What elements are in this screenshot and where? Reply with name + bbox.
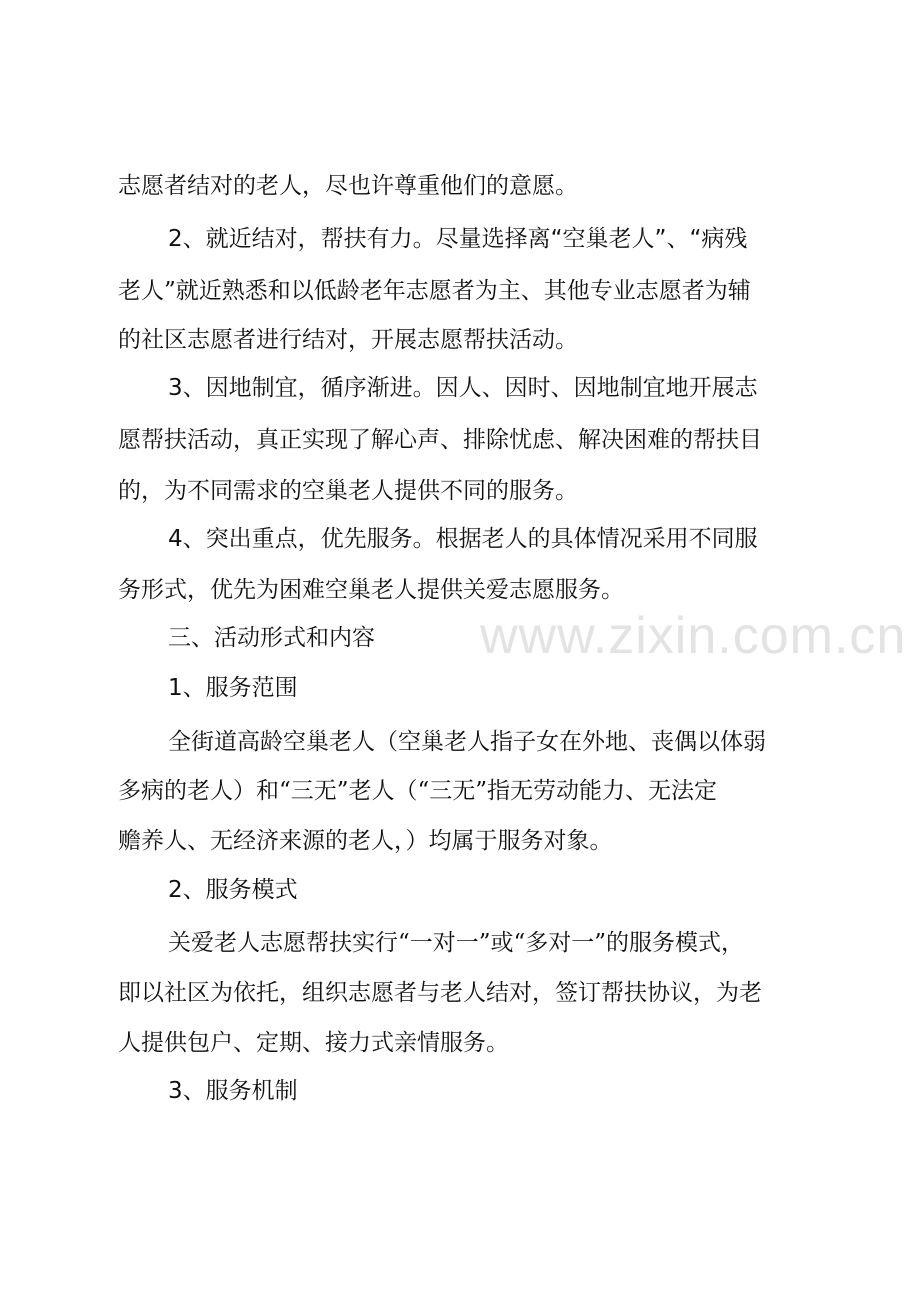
paragraph-line: 4、突出重点，优先服务。根据老人的具体情况采用不同服 (168, 526, 758, 552)
subsection-heading: 1、服务范围 (168, 675, 298, 701)
paragraph-line: 赡养人、无经济来源的老人，）均属于服务对象。 (118, 828, 613, 854)
paragraph-line: 的社区志愿者进行结对，开展志愿帮扶活动。 (118, 327, 578, 353)
paragraph-line: 3、因地制宜，循序渐进。因人、因时、因地制宜地开展志 (168, 375, 758, 401)
paragraph-line: 关爱老人志愿帮扶实行“一对一”或“多对一”的服务模式， (168, 930, 745, 956)
subsection-heading: 2、服务模式 (168, 877, 298, 903)
paragraph-line: 多病的老人）和“三无”老人（“三无”指无劳动能力、无法定 (118, 778, 718, 804)
section-heading: 三、活动形式和内容 (168, 625, 375, 651)
watermark: www.zixin.com.cn (480, 607, 907, 665)
paragraph-line: 务形式，优先为困难空巢老人提供关爱志愿服务。 (118, 577, 624, 603)
paragraph-line: 2、就近结对，帮扶有力。尽量选择离“空巢老人”、“病残 (168, 226, 748, 252)
paragraph-line: 老人”就近熟悉和以低龄老年志愿者为主、其他专业志愿者为辅 (118, 278, 751, 304)
paragraph-line: 愿帮扶活动，真正实现了解心声、排除忧虑、解决困难的帮扶目 (118, 427, 762, 453)
paragraph-line: 全街道高龄空巢老人（空巢老人指子女在外地、丧偶以体弱 (168, 729, 766, 755)
paragraph-line: 志愿者结对的老人，尽也许尊重他们的意愿。 (118, 173, 578, 199)
subsection-heading: 3、服务机制 (168, 1078, 298, 1104)
paragraph-line: 人提供包户、定期、接力式亲情服务。 (118, 1030, 509, 1056)
paragraph-line: 即以社区为依托，组织志愿者与老人结对，签订帮扶协议，为老 (118, 980, 762, 1006)
paragraph-line: 的，为不同需求的空巢老人提供不同的服务。 (118, 478, 578, 504)
